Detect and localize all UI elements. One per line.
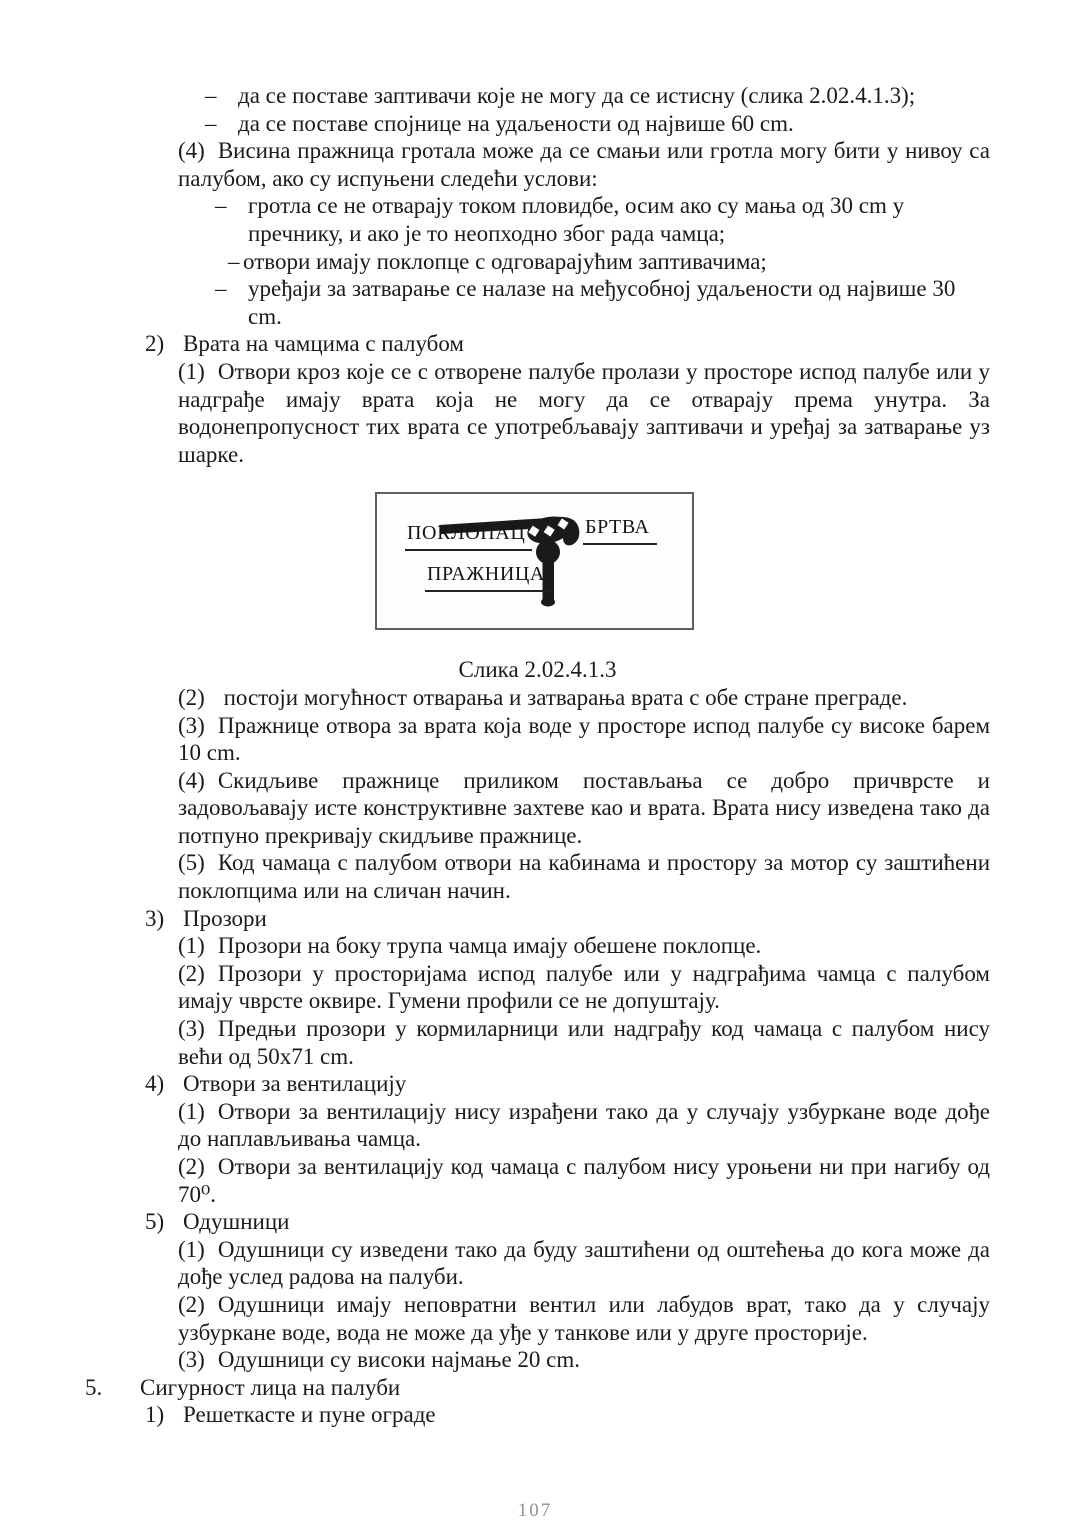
sub-paragraph: [178, 1291, 990, 1346]
item-marker: 3): [145, 905, 165, 931]
figure-caption: Слика 2.02.4.1.3: [458, 657, 617, 683]
sub-paragraph: [178, 1098, 990, 1153]
sub-paragraph: [178, 358, 990, 468]
top-level-item: [85, 1374, 990, 1402]
item-text: отвори имају поклопце с одговарајућим заптивачима;: [243, 248, 767, 274]
item-marker: (1): [178, 358, 205, 384]
item-marker: (1): [178, 1236, 205, 1262]
item-marker: (1): [178, 933, 205, 959]
item-marker: (4): [178, 767, 205, 793]
sub-paragraph: [178, 1236, 990, 1291]
item-text: Висина пражница гротала може да се смањи или гротла могу бити у нивоу са палубом, ако су испуњени следећи услови:: [178, 138, 990, 191]
item-text: да се поставе заптивачи које не могу да се истисну (слика 2.02.4.1.3);: [238, 83, 916, 108]
item-text: Скидљиве пражнице приликом постављања се добро причврсте и задовољавају исте конструктивне захтеве као и врата. Врата нису изведена тако да потпуно прекривају скидљиве пражнице.: [178, 767, 990, 848]
item-text: Сигурност лица на палуби: [140, 1374, 401, 1400]
item-text: постоји могућност отварања и затварања врата с обе стране преграде.: [217, 684, 908, 710]
item-marker: (3): [178, 712, 205, 738]
item-text: Прозори у просторијама испод палубе или у надграђима чамца с палубом имају чврсте оквире. Гумени профили се не допуштају.: [178, 960, 990, 1014]
sub-paragraph: [178, 1153, 990, 1208]
dash-bullet: –: [215, 193, 227, 219]
figure-label-cover: ПОКЛОПАЦ: [405, 520, 532, 551]
item-marker: 5.: [85, 1374, 103, 1400]
item-text: Пражнице отвора за врата која воде у просторе испод палубе су високе барем 10 cm.: [178, 712, 990, 766]
item-text: Врата на чамцима с палубом: [183, 331, 464, 357]
item-text: Отвори за вентилацију: [183, 1071, 407, 1097]
dash-bullet: –: [215, 276, 227, 302]
item-text: Одушници имају неповратни вентил или лабудов врат, тако да у случају узбуркане воде, вода не може да уђе у танкове или у друге просторије.: [178, 1291, 990, 1345]
dash-bullet: –: [205, 83, 217, 108]
dash-bullet: –: [205, 110, 217, 136]
sub-paragraph: [178, 960, 990, 1015]
sub-paragraph: [178, 767, 990, 850]
item-marker: 5): [145, 1209, 165, 1235]
sub-paragraph: [178, 684, 990, 712]
numbered-item: [145, 1401, 990, 1429]
numbered-item: [145, 1208, 990, 1236]
item-text: гротла се не отварају током пловидбе, осим ако су мања од 30 cm у пречнику, и ако је то неопходно због рада чамца;: [248, 193, 905, 246]
dash-list-item: [205, 110, 990, 138]
figure-label-coaming: ПРАЖНИЦА: [425, 561, 552, 592]
figure-label-gasket: БРТВА: [583, 514, 657, 545]
item-marker: (2): [178, 960, 205, 986]
sub-paragraph: [178, 849, 990, 904]
item-marker: (3): [178, 1016, 205, 1042]
item-text: Одушници су изведени тако да буду заштићени од оштећења до кога може да дође услед радова на палуби.: [178, 1236, 990, 1290]
numbered-item: [145, 1070, 990, 1098]
dash-list-item: [205, 82, 990, 110]
item-marker: 2): [145, 331, 165, 357]
page-number: 107: [517, 1500, 553, 1521]
item-marker: (2): [178, 684, 205, 710]
dash-bullet: –: [228, 248, 240, 274]
item-text: Отвори за вентилацију нису израђени тако да у случају узбуркане воде дође до наплављивања чамца.: [178, 1098, 990, 1152]
numbered-item: [145, 905, 990, 933]
item-marker: (1): [178, 1098, 205, 1124]
item-marker: (2): [178, 1154, 205, 1179]
sub-paragraph: [178, 1015, 990, 1070]
item-marker: (2): [178, 1291, 205, 1317]
item-text: Отвори кроз које се с отворене палубе пролази у просторе испод палубе или у надграђе имају врата која не могу да се отварају према унутра. За водонепропусност тих врата се употребљавају заптивачи и уређај за затварање уз шарке.: [178, 358, 990, 467]
dash-list-item: [215, 275, 990, 330]
numbered-item: [145, 330, 990, 358]
item-marker: (5): [178, 850, 205, 876]
dash-list-item: [215, 192, 990, 247]
sub-paragraph: [178, 1346, 990, 1374]
item-marker: 4): [145, 1071, 165, 1097]
sub-paragraph: [178, 712, 990, 767]
item-text: уређаји за затварање се налазе на међусобној удаљености од највише 30 cm.: [248, 276, 956, 329]
item-text: Код чамаца с палубом отвори на кабинама и простору за мотор су заштићени поклопцима или на сличан начин.: [178, 850, 990, 904]
item-marker: (4): [178, 138, 205, 164]
item-text: Одушници су високи најмање 20 cm.: [217, 1347, 580, 1373]
item-text: да се поставе спојнице на удаљености од највише 60 cm.: [238, 110, 794, 136]
item-text: Решеткасте и пуне ограде: [183, 1402, 436, 1428]
item-text: Прозори: [183, 905, 267, 931]
sub-paragraph: [178, 932, 990, 960]
figure-box: [375, 492, 694, 630]
item-text: Прозори на боку трупа чамца имају обешене поклопце.: [217, 933, 762, 959]
sub-paragraph: [178, 137, 990, 192]
item-text: Предњи прозори у кормиларници или надграђу код чамаца с палубом нису већи од 50x71 cm.: [178, 1016, 990, 1069]
document-body: [85, 82, 990, 1429]
item-marker: (3): [178, 1347, 205, 1373]
item-text: Отвори за вентилацију код чамаца с палубом нису уроњени ни при нагибу од 70⁰.: [178, 1154, 990, 1207]
item-marker: 1): [145, 1402, 165, 1428]
dash-list-item: [210, 248, 990, 276]
item-text: Одушници: [183, 1209, 290, 1235]
